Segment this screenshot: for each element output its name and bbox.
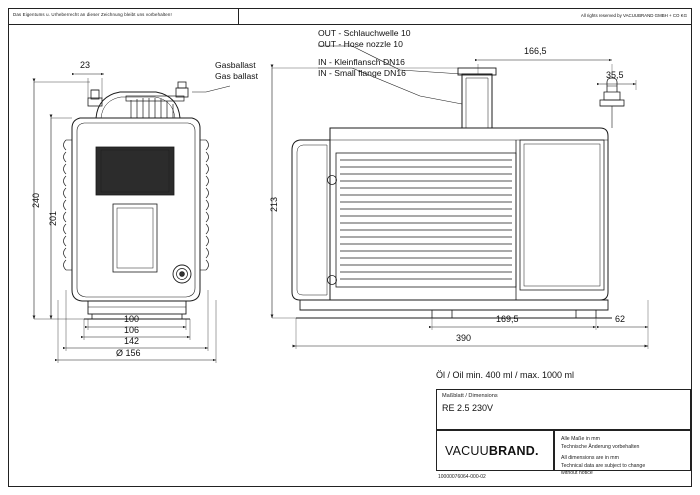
dim-142: 142 [124, 336, 140, 346]
dim-23: 23 [80, 60, 91, 70]
notice-en-3: without notice [561, 470, 593, 477]
titleblock-caption: Maßblatt / Dimensions [442, 393, 498, 399]
brand-logo [445, 444, 539, 458]
dim-169-5: 169,5 [496, 314, 519, 324]
callout-gasballast-de: Gasballast [215, 60, 256, 70]
copyright-de-text: Das Eigentums u. Urheberrecht an dieser Zeichnung bleibt uns vorbehalten! [13, 12, 172, 17]
copyright-en-text: All rights reserved by VACUUBRAND GMBH + CO KG [580, 13, 687, 18]
brand-logo-box [436, 430, 554, 471]
titleblock-model: RE 2.5 230V [442, 403, 494, 413]
callout-out-de: OUT - Schlauchwelle 10 [318, 28, 411, 38]
callout-gasballast-en: Gas ballast [215, 71, 258, 81]
callout-in-en: IN - Small flange DN16 [318, 68, 406, 78]
callout-out-en: OUT - Hose nozzle 10 [318, 39, 403, 49]
oil-capacity-note: Öl / Oil min. 400 ml / max. 1000 ml [436, 370, 575, 380]
brand-dot: . [534, 443, 539, 458]
notice-de-2: Technische Änderung vorbehalten [561, 443, 640, 450]
dim-100: 100 [124, 314, 140, 324]
dim-201: 201 [48, 210, 58, 226]
notice-de-1: Alle Maße in mm [561, 436, 600, 442]
dim-166-5: 166,5 [524, 46, 547, 56]
titleblock-sheet [436, 389, 691, 430]
notice-en-1: All dimensions are in mm [561, 455, 619, 462]
dim-106: 106 [124, 325, 140, 335]
dim-390: 390 [456, 333, 472, 343]
dim-diameter-156: Ø 156 [116, 348, 141, 358]
dim-35-5: 35,5 [606, 70, 624, 80]
dim-62: 62 [615, 314, 626, 324]
document-number: 10000076064-000-02 [438, 474, 486, 480]
brand-text-second: BRAND [488, 443, 535, 458]
notice-en-2: Technical data are subject to change [561, 462, 646, 469]
brand-text-first: VACUU [445, 443, 489, 458]
callout-in-de: IN - Kleinflansch DN16 [318, 57, 405, 67]
dim-240: 240 [31, 192, 41, 208]
notice-box [554, 430, 691, 477]
dim-213: 213 [269, 196, 279, 212]
